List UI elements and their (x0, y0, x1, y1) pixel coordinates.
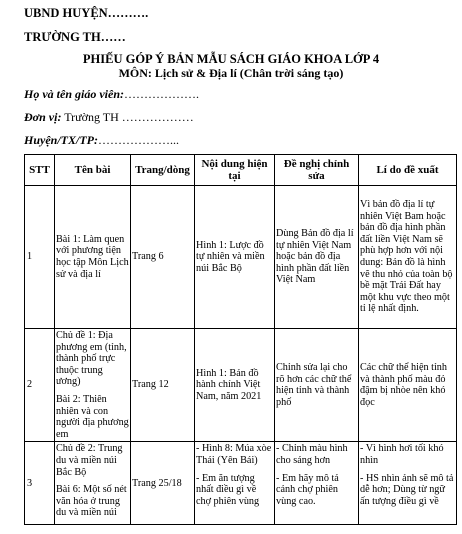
row-page: Trang 6 (131, 186, 195, 329)
row-current (195, 329, 275, 442)
district-value: ………………... (98, 133, 179, 147)
lesson-text: Bài 6: Một số nét văn hóa ở trung du và miền núi (56, 484, 127, 519)
teacher-name-field (24, 87, 199, 102)
unit-field (24, 110, 194, 125)
header-ubnd: UBND HUYỆN………. (24, 6, 149, 20)
table-header-row (25, 155, 457, 186)
row-suggest (275, 329, 359, 442)
row-reason (359, 329, 457, 442)
col-header-current: Nội dung hiện tại (195, 155, 275, 186)
reason-text: Các chữ thể hiện tỉnh và thành phố màu đỏ đậm bị nhòe nên khó đọc (360, 361, 447, 408)
row-current (195, 442, 275, 525)
row-stt: 2 (25, 329, 55, 442)
row-reason (359, 186, 457, 329)
teacher-name-label: Họ và tên giáo viên: (24, 87, 124, 101)
lesson-text: Bài 1: Làm quen với phương tiện học tập Môn Lịch sử và địa lí (56, 233, 129, 280)
district-label: Huyện/TX/TP: (24, 133, 98, 147)
unit-label: Đơn vị: (24, 110, 62, 124)
col-header-reason: Lí do đề xuất (359, 155, 457, 186)
reason-text: - Vì hình hơi tối khó nhìn (360, 443, 444, 466)
reason-text: Vì bản đồ địa lí tự nhiên Việt Bam hoặc bản đồ địa hình phần đất liền Việt Nam sẽ phù hợp hơn với nội dung: Bản đồ là hình vẽ thu nhỏ của toàn bộ bề mặt Trái Đất hay một khu vực theo một tỉ lệ nhất định. (360, 199, 453, 315)
feedback-table (24, 154, 457, 525)
district-field (24, 133, 179, 148)
row-lesson (55, 186, 131, 329)
lesson-text: Chủ đề 2: Trung du và miền núi Bắc Bộ (56, 443, 123, 478)
lesson-text: Bài 2: Thiên nhiên và con người địa phương em (56, 393, 129, 440)
row-reason (359, 442, 457, 525)
col-header-lesson: Tên bài (55, 155, 131, 186)
row-suggest (275, 442, 359, 525)
current-text: Hình 1: Bản đồ hành chính Việt Nam, năm 2021 (196, 367, 262, 402)
row-stt: 3 (25, 442, 55, 525)
suggest-text: - Chỉnh màu hình cho sáng hơn (276, 443, 348, 466)
row-current (195, 186, 275, 329)
suggest-text: - Em hãy mô tả cảnh chợ phiên vùng cao. (276, 472, 339, 507)
row-page: Trang 12 (131, 329, 195, 442)
current-text: - Hình 8: Múa xòe Thái (Yên Bái) (196, 443, 272, 466)
current-text: - Em ăn tượng nhất điều gì về chợ phiên vùng (196, 472, 260, 507)
page-subtitle: MÔN: Lịch sử & Địa lí (Chân trời sáng tạo) (118, 66, 344, 80)
row-suggest (275, 186, 359, 329)
table-row (25, 329, 457, 442)
table-row (25, 186, 457, 329)
row-lesson (55, 442, 131, 525)
suggest-text: Chỉnh sửa lại cho rõ hơn các chữ thể hiện tỉnh và thành phố (276, 361, 352, 408)
teacher-name-value: ………………. (123, 87, 199, 101)
page-title: PHIẾU GÓP Ý BẢN MẪU SÁCH GIÁO KHOA LỚP 4 (82, 52, 380, 66)
table-row (25, 442, 457, 525)
suggest-text: Dùng Bản đồ địa lí tự nhiên Việt Nam hoặc bản đồ địa hình phần đất liền Việt Nam (276, 228, 354, 286)
lesson-text: Chủ đề 1: Địa phương em (tỉnh, thành phố trực thuộc trung ương) (56, 330, 127, 388)
row-stt: 1 (25, 186, 55, 329)
row-lesson (55, 329, 131, 442)
current-text: Hình 1: Lược đồ tự nhiên và miền núi Bắc Bộ (196, 239, 265, 274)
col-header-stt: STT (25, 155, 55, 186)
reason-text: - HS nhìn ảnh sẽ mô tả dễ hơn; Dùng từ ngữ ấn tượng điều gì về (360, 472, 454, 507)
unit-value: Trường TH ……………… (61, 110, 194, 124)
header-school: TRƯỜNG TH…… (24, 30, 126, 44)
row-page: Trang 25/18 (131, 442, 195, 525)
col-header-suggest: Đề nghị chỉnh sửa (275, 155, 359, 186)
col-header-page: Trang/dòng (131, 155, 195, 186)
